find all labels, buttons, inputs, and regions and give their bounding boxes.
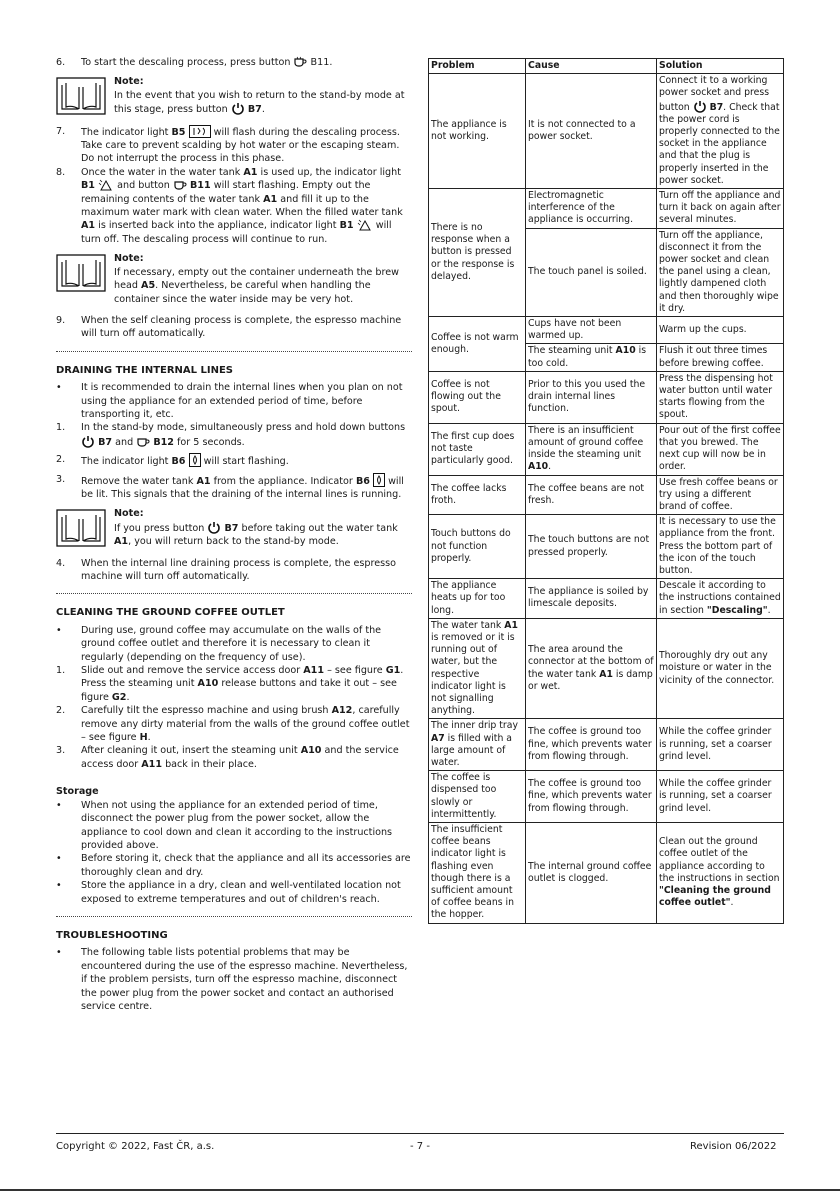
step-text: for 5 seconds. [177, 436, 245, 448]
bold-ref: A12 [331, 705, 353, 717]
problem-cell: The coffee is dispensed too slowly or intermittently. [429, 771, 526, 823]
bullet-item: • During use, ground coffee may accumulate on the walls of the ground coffee outlet and therefore it is necessary to clean it regularly (depending on the frequency of use). [56, 624, 412, 664]
draining-step-3 [56, 473, 412, 502]
step-number: 9. [56, 314, 66, 326]
note-text: , you will return back to the stand-by mode. [128, 536, 339, 548]
bold-ref: B1 [81, 180, 95, 192]
solution-cell: Thoroughly dry out any moisture or water in the vicinity of the connector. [657, 618, 784, 719]
cell-text: is damp or wet. [528, 668, 653, 692]
bold-ref: B6 [355, 475, 370, 487]
bullet-text: When not using the appliance for an extended period of time, disconnect the power plug from the power socket, allow the appliance to cool down and clean it according to the instructions provided above. [81, 799, 393, 851]
storage-heading: Storage [56, 786, 99, 798]
bold-ref: A10 [300, 745, 322, 757]
descaling-icon [189, 125, 211, 138]
table-row [429, 74, 784, 189]
step-text: Remove the water tank [81, 475, 194, 487]
step-text: The indicator light [81, 456, 169, 468]
problem-cell [429, 719, 526, 771]
step-text: and button [117, 180, 170, 192]
solution-cell: Turn off the appliance and turn it back on again after several minutes. [657, 189, 784, 229]
power-icon [693, 100, 707, 113]
cause-cell: The coffee is ground too fine, which prevents water from flowing through. [526, 719, 657, 771]
cell-text: . [730, 897, 734, 909]
bold-ref: B6 [171, 456, 186, 468]
dotted-separator [56, 593, 412, 594]
header-cause: Cause [526, 59, 657, 74]
cleaning-step-3 [56, 744, 412, 771]
step-text: When the self cleaning process is complete, the espresso machine will turn off automatically. [81, 314, 402, 340]
problem-cell: The appliance heats up for too long. [429, 579, 526, 619]
cause-cell [526, 618, 657, 719]
book-icon [56, 509, 106, 547]
note-2 [56, 252, 412, 306]
table-header-row [429, 59, 784, 74]
section-heading-troubleshooting: TROUBLESHOOTING [56, 929, 168, 941]
table-row [429, 423, 784, 475]
note-title: Note: [114, 508, 144, 520]
cleaning-step-1 [56, 664, 412, 704]
problem-cell: Coffee is not flowing out the spout. [429, 371, 526, 423]
table-row [429, 475, 784, 515]
step-text: In the stand-by mode, simultaneously press and hold down buttons [81, 422, 406, 434]
dotted-separator [56, 351, 412, 352]
cause-cell: Electromagnetic interference of the appliance is occurring. [526, 189, 657, 229]
step-text: and [115, 436, 134, 448]
bullet-text: The following table lists potential problems that may be encountered during the use of the espresso machine. Nevertheless, if the problem persists, turn off the espresso machine, disconnect the power plug from the power socket and contact an authorised service centre. [81, 947, 408, 1012]
note-text: If you press button [114, 522, 205, 534]
step-text: Once the water in the water tank [81, 166, 241, 178]
solution-cell [657, 579, 784, 619]
bold-ref: B7 [224, 522, 239, 534]
solution-cell: It is necessary to use the appliance from the front. Press the bottom part of the icon of the touch button. [657, 515, 784, 579]
footer-copyright: Copyright © 2022, Fast ČR, a.s. [56, 1141, 215, 1152]
step-text: from the appliance. Indicator [213, 475, 353, 487]
step-8 [56, 166, 412, 246]
header-problem: Problem [429, 59, 526, 74]
bold-ref: B5 [171, 126, 186, 138]
cell-text: is filled with a large amount of water. [431, 732, 512, 768]
note-title: Note: [114, 253, 144, 265]
cause-cell: Cups have not been warmed up. [526, 317, 657, 344]
note-1 [56, 75, 412, 116]
table-row [429, 515, 784, 579]
step-text: When the internal line draining process is complete, the espresso machine will turn off automatically. [81, 557, 396, 582]
solution-cell [657, 822, 784, 923]
bold-ref: B11 [190, 180, 211, 192]
bullet-text: It is recommended to drain the internal lines when you plan on not using the appliance for an extended period of time, before transporting it, etc. [81, 382, 403, 420]
table-row [429, 189, 784, 229]
solution-cell: Flush it out three times before brewing coffee. [657, 344, 784, 371]
cleaning-step-2 [56, 704, 412, 744]
problem-cell: Coffee is not warm enough. [429, 317, 526, 372]
cause-cell: The internal ground coffee outlet is clogged. [526, 822, 657, 923]
bold-ref: A5 [141, 280, 156, 292]
problem-cell: There is no response when a button is pressed or the response is delayed. [429, 189, 526, 317]
step-text: and the service access door [81, 745, 399, 770]
step-text: will flash during the descaling process. Take care to prevent scalding by hot water or the escaping steam. Do not interrupt the process in this phase. [81, 126, 400, 165]
cause-cell [526, 344, 657, 371]
step-number: 2. [56, 705, 66, 717]
cup-button-icon [293, 56, 307, 68]
step-number: 1. [56, 665, 66, 677]
step-number: 8. [56, 166, 66, 178]
step-7 [56, 125, 412, 166]
bold-ref: A1 [599, 668, 613, 680]
step-9 [56, 314, 412, 341]
bold-ref: A10 [197, 678, 219, 690]
step-number: 7. [56, 125, 66, 137]
cell-text: The steaming unit [528, 345, 613, 357]
bold-ref: "Cleaning the ground coffee outlet" [659, 885, 771, 909]
bullet-item: • Store the appliance in a dry, clean and well-ventilated location not exposed to extreme temperatures and out of children's reach. [56, 879, 412, 906]
cell-text: Clean out the ground coffee outlet of the appliance according to the instructions in section [659, 836, 780, 884]
bold-ref: H [139, 732, 148, 744]
troubleshooting-table [428, 58, 784, 924]
bold-ref: A1 [243, 166, 258, 178]
water-tank-icon [98, 179, 114, 191]
cell-text: Descale it according to the instructions contained in section [659, 580, 781, 616]
bullet-text: Before storing it, check that the appliance and all its accessories are thoroughly clean and dry. [81, 853, 411, 878]
step-number: 2. [56, 454, 66, 466]
bullet-text: During use, ground coffee may accumulate on the walls of the ground coffee outlet and therefore it is necessary to clean it regularly (depending on the frequency of use). [81, 624, 382, 663]
step-text: . [126, 691, 130, 703]
solution-cell: Pour out of the first coffee that you brewed. The next cup will now be in order. [657, 423, 784, 475]
bold-ref: B7 [98, 436, 113, 448]
bold-ref: A1 [504, 619, 518, 631]
table-row [429, 771, 784, 823]
problem-cell: Touch buttons do not function properly. [429, 515, 526, 579]
bold-ref: B1 [339, 220, 354, 232]
note-text: . [261, 104, 265, 116]
bold-ref: A1 [196, 475, 211, 487]
left-column [56, 56, 412, 1013]
bold-ref: A1 [114, 536, 129, 548]
step-text: . [147, 732, 151, 744]
step-number: 3. [56, 473, 66, 485]
step-text: The indicator light [81, 126, 169, 138]
problem-cell: The insufficient coffee beans indicator light is flashing even though there is a sufficient amount of coffee beans in the hopper. [429, 822, 526, 923]
cell-text: . [548, 461, 552, 473]
bullet-item: • When not using the appliance for an extended period of time, disconnect the power plug from the power socket, allow the appliance to cool down and clean it according to the instructions provided above. [56, 799, 412, 853]
footer-revision: Revision 06/2022 [690, 1141, 777, 1152]
cause-cell: The touch panel is soiled. [526, 228, 657, 316]
step-text: will be lit. This signals that the draining of the internal lines is running. [81, 475, 404, 500]
cell-text: is removed or it is running out of water, but the respective indicator light is not signalling anything. [431, 631, 515, 717]
bold-ref: "Descaling" [706, 604, 768, 616]
bullet-text: Store the appliance in a dry, clean and well-ventilated location not exposed to extreme temperatures and out of children's reach. [81, 880, 401, 905]
draining-step-1 [56, 421, 412, 449]
solution-cell: Use fresh coffee beans or try using a different brand of coffee. [657, 475, 784, 515]
note-text: If necessary, empty out the container underneath the brew head [114, 266, 399, 292]
step-text: Slide out and remove the service access door [81, 665, 301, 677]
power-icon [81, 435, 95, 448]
step-text: will turn off. The descaling process will continue to run. [81, 220, 392, 245]
dotted-separator [56, 916, 412, 917]
note-title: Note: [114, 76, 144, 88]
water-tank-icon [357, 219, 373, 231]
bullet-item: • Before storing it, check that the appliance and all its accessories are thoroughly clean and dry. [56, 853, 411, 878]
cell-text: The inner drip tray [431, 720, 518, 732]
step-number: 6. [56, 57, 66, 68]
bold-ref: G1 [385, 665, 401, 677]
cause-cell: The appliance is soiled by limescale deposits. [526, 579, 657, 619]
step-text: will start flashing. [203, 456, 289, 468]
drain-icon [189, 453, 201, 467]
note-text: before taking out the water tank [241, 522, 398, 534]
bold-ref: G2 [111, 691, 127, 703]
footer-divider [56, 1133, 784, 1134]
draining-step-2 [56, 453, 412, 468]
bold-ref: A10 [615, 345, 636, 357]
note-text: In the event that you wish to return to the stand-by mode at this stage, press button [114, 89, 405, 116]
cause-cell: It is not connected to a power socket. [526, 74, 657, 189]
note-text: . Nevertheless, be careful when handling the container since the water inside may be very hot. [114, 280, 371, 305]
cell-text: . Check that the power cord is properly connected to the socket in the appliance and that the plug is properly inserted in the power socket. [659, 101, 780, 186]
cell-text: . [767, 604, 771, 616]
cause-cell: The coffee beans are not fresh. [526, 475, 657, 515]
bold-ref: A10 [528, 461, 549, 473]
section-heading-draining: DRAINING THE INTERNAL LINES [56, 364, 234, 376]
step-text: B11. [310, 57, 333, 68]
cup-button-icon [173, 179, 187, 191]
bold-ref: A11 [303, 665, 325, 677]
section-heading-cleaning: CLEANING THE GROUND COFFEE OUTLET [56, 607, 285, 619]
problem-cell: The appliance is not working. [429, 74, 526, 189]
power-icon [207, 521, 221, 534]
step-number: 4. [56, 557, 66, 569]
problem-cell: The coffee lacks froth. [429, 475, 526, 515]
note-3 [56, 507, 412, 548]
step-6 [56, 56, 412, 69]
bold-ref: A11 [141, 758, 162, 770]
problem-cell [429, 618, 526, 719]
book-icon [56, 77, 106, 115]
cell-text: Connect it to a working power socket and press button [659, 75, 770, 113]
cup-button-icon [136, 436, 150, 448]
step-text: and fill it up to the maximum water mark with clean water. When the filled water tank [81, 193, 403, 219]
step-text: Carefully tilt the espresso machine and using brush [81, 705, 329, 717]
bold-ref: A1 [81, 220, 96, 232]
bottom-border [0, 1189, 840, 1191]
bold-ref: A7 [431, 732, 445, 744]
draining-step-4 [56, 557, 412, 584]
book-icon [56, 254, 106, 292]
header-solution: Solution [657, 59, 784, 74]
problem-cell: The first cup does not taste particularly good. [429, 423, 526, 475]
solution-cell: While the coffee grinder is running, set a coarser grind level. [657, 771, 784, 823]
bullet-item: • The following table lists potential problems that may be encountered during the use of the espresso machine. Nevertheless, if the problem persists, turn off the espresso machine, disconnect the power plug from the power socket and contact an authorised service centre. [56, 946, 412, 1013]
step-text: , carefully remove any dirty material from the walls of the ground coffee outlet – see figure [81, 705, 410, 744]
solution-cell [657, 74, 784, 189]
step-text: back in their place. [165, 758, 257, 770]
step-text: To start the descaling process, press button [81, 57, 291, 68]
step-text: . Press the steaming unit [81, 665, 404, 690]
solution-cell: Warm up the cups. [657, 317, 784, 344]
step-text: After cleaning it out, insert the steaming unit [81, 745, 298, 757]
cause-cell: The coffee is ground too fine, which prevents water from flowing through. [526, 771, 657, 823]
bold-ref: A1 [263, 193, 278, 205]
step-text: is inserted back into the appliance, indicator light [98, 220, 337, 232]
bold-ref: B7 [247, 104, 262, 116]
table-row [429, 822, 784, 923]
power-icon [231, 102, 245, 115]
cause-cell [526, 423, 657, 475]
cell-text: The area around the connector at the bottom of the water tank [528, 644, 654, 680]
cause-cell: Prior to this you used the drain internal lines function. [526, 371, 657, 423]
footer-page-number: - 7 - [410, 1141, 430, 1152]
bold-ref: B12 [153, 436, 174, 448]
step-text: is used up, the indicator light [260, 166, 401, 178]
table-row [429, 371, 784, 423]
step-text: release buttons and take it out – see figure [81, 678, 397, 703]
step-number: 1. [56, 422, 66, 434]
table-row [429, 719, 784, 771]
table-row [429, 618, 784, 719]
bold-ref: B7 [709, 101, 724, 113]
cause-cell: The touch buttons are not pressed properly. [526, 515, 657, 579]
cell-text: There is an insufficient amount of ground coffee inside the steaming unit [528, 424, 644, 461]
table-row [429, 317, 784, 344]
solution-cell: Press the dispensing hot water button until water starts flowing from the spout. [657, 371, 784, 423]
cell-text: is too cold. [528, 345, 647, 369]
solution-cell: Turn off the appliance, disconnect it from the power socket and clean the panel using a clean, lightly dampened cloth and then thoroughly wipe it dry. [657, 228, 784, 316]
step-text: will start flashing. Empty out the remaining contents of the water tank [81, 180, 371, 205]
bullet-item: • It is recommended to drain the internal lines when you plan on not using the appliance for an extended period of time, before transporting it, etc. [56, 381, 412, 421]
step-number: 3. [56, 745, 66, 757]
table-row [429, 579, 784, 619]
step-text: – see figure [327, 665, 383, 677]
solution-cell: While the coffee grinder is running, set a coarser grind level. [657, 719, 784, 771]
cell-text: The water tank [431, 619, 502, 631]
drain-icon [373, 473, 385, 487]
